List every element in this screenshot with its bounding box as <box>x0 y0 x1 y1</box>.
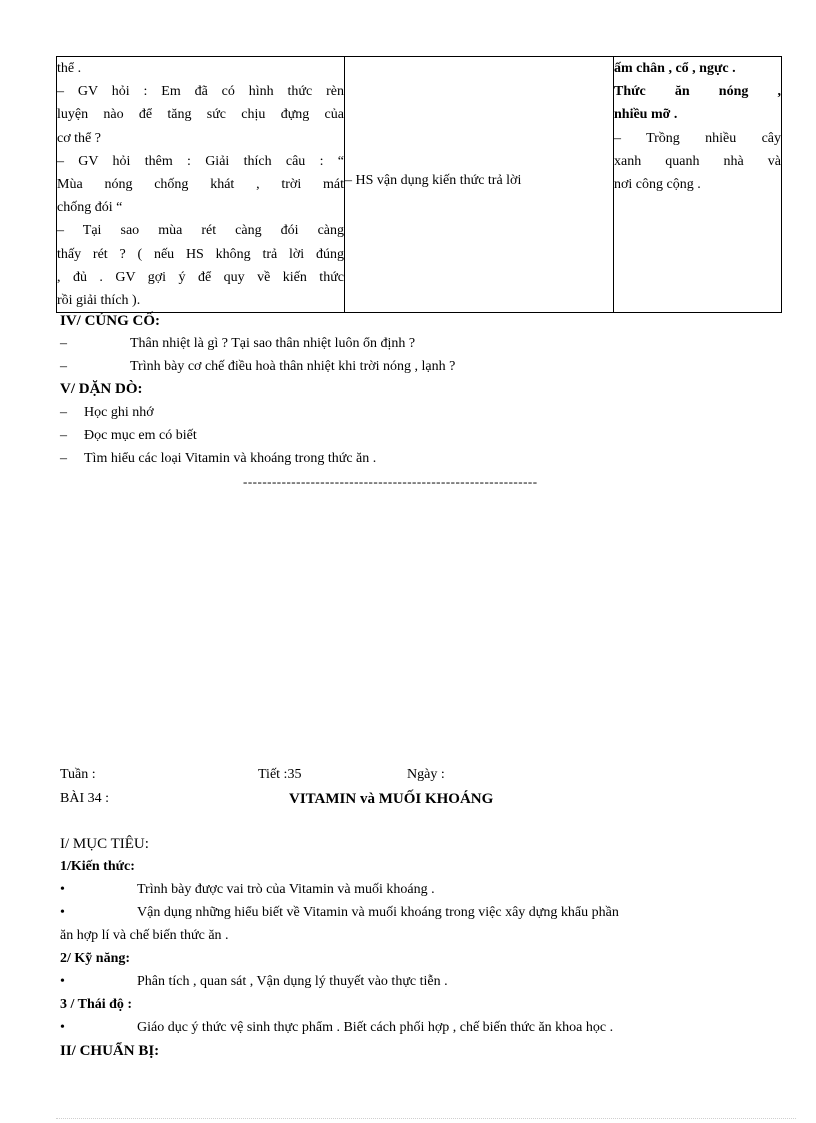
list-item-text: Đọc mục em có biết <box>84 428 197 443</box>
bullet-icon: • <box>60 1020 65 1035</box>
list-item <box>60 336 415 352</box>
table-line: Thức ăn nóng , <box>614 84 781 100</box>
dash-marker: – <box>60 451 67 466</box>
list-item-continuation: ăn hợp lí và chế biến thức ăn . <box>60 928 229 943</box>
list-item-text: Học ghi nhớ <box>84 405 154 420</box>
list-item-text: Trình bày cơ chế điều hoà thân nhiệt khi trời nóng , lạnh ? <box>130 359 456 374</box>
list-item-text: Tìm hiểu các loại Vitamin và khoáng trong thức ăn . <box>84 451 377 466</box>
dash-marker: – <box>60 428 67 443</box>
table-line: luyện nào để tăng sức chịu đựng của <box>57 107 344 123</box>
list-item <box>60 359 455 375</box>
list-item-text: Thân nhiệt là gì ? Tại sao thân nhiệt luôn ổn định ? <box>130 336 416 351</box>
lesson-number: BÀI 34 : <box>60 791 109 806</box>
list-item <box>60 905 619 921</box>
table-line: , đủ . GV gợi ý để quy về kiến thức <box>57 269 344 285</box>
list-item <box>60 1020 613 1036</box>
table-line: cơ thể ? <box>57 130 101 146</box>
table-line: – Tại sao mùa rét càng đói càng <box>57 223 344 239</box>
dash-marker: – <box>60 405 67 420</box>
table-line: rồi giải thích ). <box>57 293 141 309</box>
table-row <box>57 57 782 313</box>
bullet-icon: • <box>60 905 65 920</box>
table-line: thể . <box>57 61 82 76</box>
cung-co-heading: IV/ CỦNG CỐ: <box>60 313 160 329</box>
table-line: xanh quanh nhà và <box>614 153 781 169</box>
list-item-text: Phân tích , quan sát , Vận dụng lý thuyết vào thực tiễn . <box>137 974 448 989</box>
bullet-icon: • <box>60 974 65 989</box>
student-activity-cell <box>345 57 614 313</box>
content-cell <box>614 57 782 313</box>
lesson-title: VITAMIN và MUỐI KHOÁNG <box>289 791 494 807</box>
list-item-text: Giáo dục ý thức vệ sinh thực phẩm . Biết cách phối hợp , chế biến thức ăn khoa học . <box>137 1020 614 1035</box>
week-label: Tuần : <box>60 767 96 782</box>
page-bottom-divider <box>56 1118 796 1119</box>
list-item <box>60 405 154 421</box>
table-line: – GV hỏi thêm : Giải thích câu : “ <box>57 153 344 169</box>
period-label: Tiết :35 <box>258 767 302 782</box>
separator-line: ------------------------------------------------------------- <box>243 474 538 489</box>
list-item <box>60 882 435 898</box>
dash-marker: – <box>60 359 67 374</box>
lesson-table <box>56 56 782 313</box>
table-line: chống đói “ <box>57 200 123 216</box>
objectives-heading: I/ MỤC TIÊU: <box>60 836 149 852</box>
list-item <box>60 428 197 444</box>
table-line: ấm chân , cổ , ngực . <box>614 61 736 76</box>
table-line: thấy rét ? ( nếu HS không trả lời đúng <box>57 246 344 262</box>
dash-marker: – <box>60 336 67 351</box>
list-item <box>60 451 376 467</box>
date-label: Ngày : <box>407 767 445 782</box>
list-item <box>60 974 448 990</box>
table-line: – GV hỏi : Em đã có hình thức rèn <box>57 84 344 100</box>
list-item-text: Vận dụng những hiểu biết về Vitamin và muối khoáng trong việc xây dựng khẩu phần <box>137 905 619 920</box>
table-line: nhiều mỡ . <box>614 107 678 123</box>
table-line: nơi công cộng . <box>614 177 701 193</box>
list-item-text: Trình bày được vai trò của Vitamin và muối khoáng . <box>137 882 435 897</box>
table-line: – HS vận dụng kiến thức trả lời <box>345 173 522 189</box>
dan-do-heading: V/ DẶN DÒ: <box>60 381 143 397</box>
table-line: Mùa nóng chống khát , trời mát <box>57 177 344 193</box>
knowledge-heading: 1/Kiến thức: <box>60 859 135 874</box>
preparation-heading: II/ CHUẨN BỊ: <box>60 1043 160 1059</box>
attitude-heading: 3 / Thái độ : <box>60 997 133 1012</box>
bullet-icon: • <box>60 882 65 897</box>
skills-heading: 2/ Kỹ năng: <box>60 951 131 966</box>
table-line: – Trồng nhiều cây <box>614 130 781 146</box>
teacher-activity-cell <box>57 57 345 313</box>
